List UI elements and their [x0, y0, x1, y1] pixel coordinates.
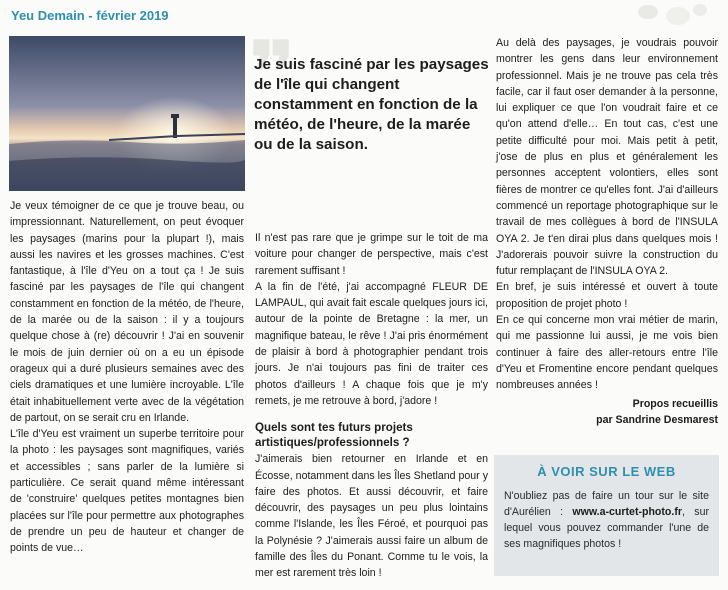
signature-line-1: Propos recueillis [632, 397, 718, 410]
pull-quote: Je suis fasciné par les paysages de l'île qui changent constamment en fonction de la météo, de l'heure, de la marée ou de la saison. [254, 56, 489, 153]
paragraph: Il n'est pas rare que je grimpe sur le toit de ma voiture pour changer de perspective, mais c'est rarement suffisant ! [255, 232, 488, 277]
web-box-text-after: , sur lequel vous pouvez commander l'une de ses magnifiques photos ! [504, 506, 709, 550]
paragraph: J'aimerais bien retourner en Irlande et en Écosse, notamment dans les Îles Shetland pour y faire des photos. Et aussi découvrir, et faire découvrir, des paysages un peu plus lointains comme l'Islande, les Îles Féroé, et pourquoi pas la Polynésie ? J'aimerais aussi faire un album de famille des Îles du Ponant. Comme tu le vois, la mer est rarement très loin ! [255, 453, 488, 580]
article-column-2 [255, 230, 488, 582]
paragraph: L'île d'Yeu est vraiment un superbe territoire pour la photo : les paysages sont magnifiques, variés et accessibles ; sans parler de la lumière si particulière. Ce serait quand même intéressant de 'construire' quelques petites montagnes bien placées sur l'île pour permettre aux photographes de prendre un peu de hauteur et changer de points de vue… [10, 428, 244, 555]
pebbles-decoration-icon [630, 2, 710, 34]
website-link[interactable]: www.a-curtet-photo.fr [572, 506, 683, 518]
quotation-mark-icon: ❞ [248, 22, 297, 127]
paragraph: A la fin de l'été, j'ai accompagné FLEUR DE LAMPAUL, qui avait fait escale quelques jours ici, autour de la pointe de Bretagne : la mer, un magnifique bateau, le rêve ! J'ai pris énormément de plaisir à bord à photographier pendant trois jours. Je n'ai toujours pas fini de traiter ces photos d'ailleurs ! A chaque fois que je m'y remets, je me retrouve à bord, j'adore ! [255, 280, 488, 407]
web-box-text [504, 488, 709, 552]
interview-question: Quels sont tes futurs projets artistiques/professionnels ? [255, 421, 413, 450]
web-box-text-before: N'oubliez pas de faire un tour sur le site d'Aurélien : [504, 490, 709, 518]
signature-line-2: par Sandrine Desmarest [596, 413, 718, 426]
header-title: Yeu Demain - février 2019 [11, 8, 169, 23]
web-box-title: À VOIR SUR LE WEB [537, 464, 676, 479]
article-column-1 [10, 198, 244, 557]
article-column-3 [496, 35, 718, 428]
lighthouse-sunset-photo [9, 36, 245, 191]
web-info-box [494, 455, 719, 576]
paragraph: En ce qui concerne mon vrai métier de marin, qui me passionne lui aussi, je me vois bien continuer à faire des aller-retours entre l'île d'Yeu et Fromentine encore pendant quelques nombreuses années ! [496, 314, 718, 392]
paragraph: En bref, je suis intéressé et ouvert à toute proposition de projet photo ! [496, 281, 718, 310]
signature [496, 396, 718, 428]
paragraph: Au delà des paysages, je voudrais pouvoir montrer les gens dans leur environnement professionnel. Mais je ne trouve pas cela très facile, car il faut oser demander à la personne, lui expliquer ce que l'on voudrait faire et ce qu'on attend d'elle… En tout cas, c'est une petite difficulté pour moi. Mais petit à petit, j'ose de plus en plus et généralement les personnes acceptent volontiers, elles sont fières de montrer ce qu'elles font. J'ai d'ailleurs commencé un reportage photographique sur le travail de mes collègues à bord de l'INSULA OYA 2. Je t'en dirai plus dans quelques mois ! J'adorerais pouvoir suivre la construction du futur remplaçant de l'INSULA OYA 2. [496, 37, 718, 278]
paragraph: Je veux témoigner de ce que je trouve beau, ou impressionnant. Naturellement, on peut évoquer les paysages (marins pour la plupart !), mais aussi les navires et les grosses machines. C'est fantastique, à l'île d'Yeu on a tout ça ! Je suis fasciné par les paysages de l'île qui changent constamment en fonction de la météo, de l'heure, de la marée ou de la saison : il y a toujours quelque chose à (re) découvrir ! J'ai en souvenir le mois de juin dernier où on a eu un épisode orageux qui a duré plusieurs semaines avec des ciels dramatiques et une lumière incroyable. L'île était inhabituellement verte avec de la végétation de partout, on se serait cru en Irlande. [10, 200, 244, 424]
